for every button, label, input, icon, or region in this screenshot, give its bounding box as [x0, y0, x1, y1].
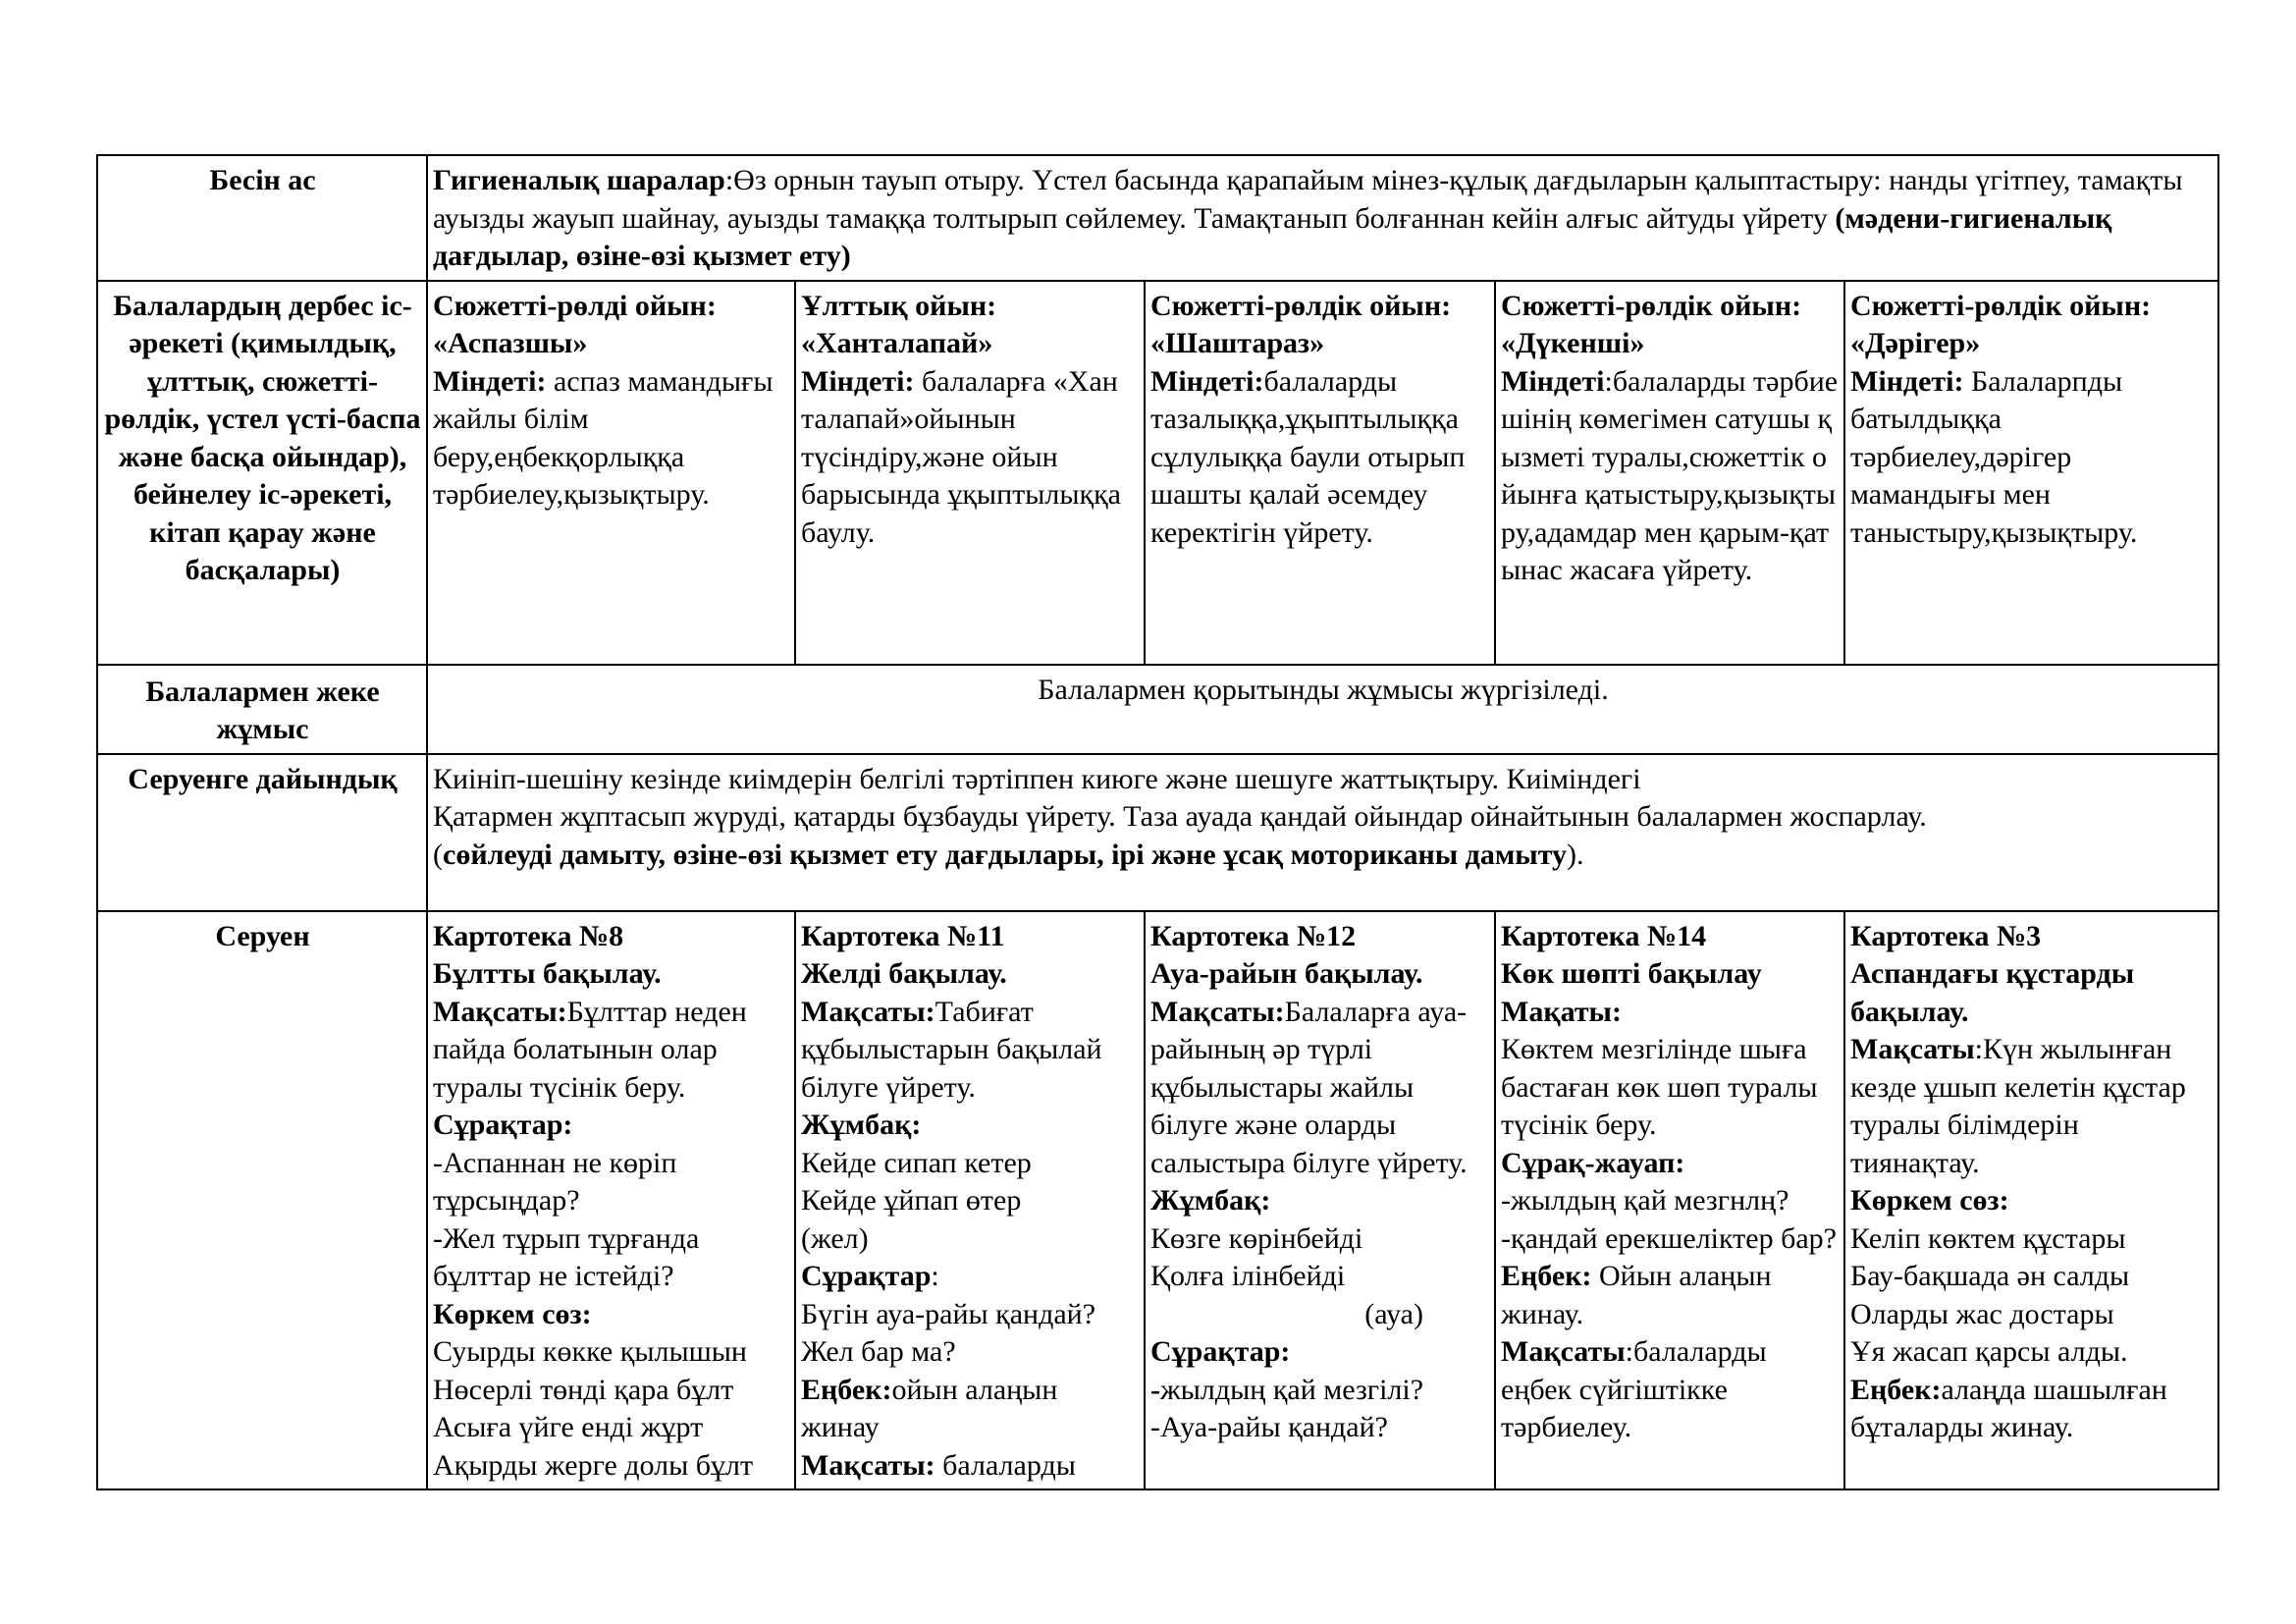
goal-label: Міндеті: [801, 364, 915, 398]
goal-label: Мақаты: [1501, 995, 1622, 1028]
dayyndyk-line-2: Қатармен жұптасып жүруді, қатарды бұзбауды үйрету. Таза ауада қандай ойындар ойнайтынын балалармен жоспарлау. [433, 800, 1927, 833]
goal-text: Балаларпды батылдыққа тәрбиелеу,дәрігер мамандығы мен таныстыру,қызықтыру. [1850, 364, 2138, 549]
game-type: Сюжетті-рөлдік ойын: [1150, 289, 1452, 322]
poem-label: Көркем сөз: [433, 1297, 592, 1330]
row-label-seruen: Серуен [97, 911, 427, 1490]
game-type: Сюжетті-рөлді ойын: [433, 289, 717, 322]
goal-label: Мақсаты: [1150, 995, 1285, 1028]
question: Бүгін ауа-райы қандай? [801, 1297, 1096, 1330]
questions-label: Сұрақтар [801, 1260, 932, 1292]
daily-plan-table [96, 154, 2219, 1490]
goal-label: Міндеті: [1150, 364, 1264, 398]
besin-as-title: Гигиеналық шаралар [433, 164, 725, 196]
poem-line: Ақырды жерге долы бұлт [433, 1448, 754, 1482]
card-topic: Бұлтты бақылау. [433, 957, 662, 990]
goal-text: Табиғат құбылыстарын бақылай білуге үйрету. [801, 995, 1102, 1104]
work-label: Еңбек: [801, 1373, 892, 1406]
poem-line: Нөсерлі төнді қара бұлт [433, 1373, 734, 1406]
qa-label: Сұрақ-жауап: [1501, 1146, 1685, 1179]
goal-label: Мақсаты [1850, 1033, 1975, 1065]
game-name: «Дәрігер» [1850, 327, 1981, 359]
poem-line: Асыға үйге енді жұрт [433, 1411, 704, 1443]
riddle-line: Кейде ұйпап өтер [801, 1184, 1022, 1217]
dayyndyk-line-1: Киініп-шешіну кезінде киімдерін белгілі тәртіппен киюге және шешуге жаттықтыру. Киіміндегі [433, 762, 1641, 795]
goal-text: балаларға «Хан талапай»ойынын түсіндіру,және ойын барысында ұқыптылыққа баулу. [801, 364, 1121, 549]
question: -Ауа-райы қандай? [1150, 1411, 1388, 1443]
poem-label: Көркем сөз: [1850, 1184, 2009, 1217]
riddle-label: Жұмбақ: [801, 1109, 922, 1141]
besin-as-text: :Өз орнын тауып отыру. Үстел басында қарапайым мінез-құлық дағдыларын қалыптастыру: нанды үгітпеу, тамақты ауызды жауып шайнау, ауызды тамаққа толтырып сөйлемеу. Тамақтанып болғаннан кейін алғыс айтуды үйрету [433, 164, 2183, 235]
derbes-cell-4 [1495, 281, 1844, 665]
card-number: Картотека №14 [1501, 919, 1707, 952]
question-dash: - [1150, 1373, 1160, 1406]
poem-line: Суырды көкке қылышын [433, 1335, 747, 1368]
derbes-cell-3 [1145, 281, 1495, 665]
goal-label: Мақсаты: [433, 995, 567, 1028]
game-name: «Ханталапай» [801, 327, 993, 359]
questions-label: Сұрақтар: [1150, 1335, 1291, 1368]
goal-text: Бұлттар неден пайда болатынын олар туралы түсінік беру. [433, 995, 747, 1104]
besin-as-note: (мәдени-гигиеналық дағдылар, өзіне-өзі қызмет ету) [433, 201, 2112, 272]
goal-text: Көктем мезгілінде шыға бастаған көк шөп туралы түсінік беру. [1501, 1033, 1818, 1141]
jeke-content: Балалармен қорытынды жұмысы жүргізіледі. [427, 665, 2218, 754]
game-name: «Аспазшы» [433, 327, 588, 359]
row-label-dayyndyk: Серуенге дайындық [97, 754, 427, 911]
poem-line: Ұя жасап қарсы алды. [1850, 1335, 2128, 1368]
question: -жылдың қай мезгнлң? [1501, 1184, 1789, 1217]
poem-line: Келіп көктем құстары [1850, 1221, 2126, 1255]
riddle-answer: (ауа) [1364, 1297, 1423, 1330]
seruen-cell-3 [1145, 911, 1495, 1490]
dayyndyk-skills: сөйлеуді дамыту, өзіне-өзі қызмет ету дағдылары, ірі және ұсақ моториканы дамыту [443, 838, 1568, 871]
goal-label: Мақсаты: [801, 995, 935, 1028]
derbes-cell-2 [795, 281, 1145, 665]
seruen-cell-4 [1495, 911, 1844, 1490]
question: Жел бар ма? [801, 1335, 956, 1368]
row-label-derbes: Балалардың дербес іс-әрекеті (қимылдық, ұлттық, сюжетті-рөлдік, үстел үсті-баспа және басқа ойындар), бейнелеу іс-әрекеті, кітап қарау және басқалары) [97, 281, 427, 665]
row-label-besin-as: Бесін ас [97, 155, 427, 281]
goal-text: :балаларды тәрбиешінің көмегімен сатушы қызметі туралы,сюжеттік ойынға қатыстыру,қызықтыру,адамдар мен қарым-қатынас жасаға үйрету. [1501, 364, 1839, 586]
riddle-label: Жұмбақ: [1150, 1184, 1271, 1217]
card-number: Картотека №11 [801, 919, 1005, 952]
dayyndyk-close: ). [1567, 838, 1584, 871]
goal-label: Мақсаты [1501, 1335, 1626, 1368]
row-dayyndyk [97, 754, 2218, 911]
seruen-cell-5 [1844, 911, 2218, 1490]
question: -Аспаннан не көріп тұрсыңдар? [433, 1146, 677, 1217]
goal-text: балаларды [934, 1448, 1076, 1482]
goal-text: балаларды тазалыққа,ұқыптылыққа сұлулыққа баули отырып шашты қалай әсемдеу керектігін үйрету. [1150, 364, 1466, 549]
besin-as-content [427, 155, 2218, 281]
row-derbes [97, 281, 2218, 665]
goal-text: :Күн жылынған кезде ұшып келетін құстар туралы білімдерін тиянақтау. [1850, 1033, 2186, 1179]
goal-text: :балаларды еңбек сүйгіштікке тәрбиелеу. [1501, 1335, 1767, 1443]
seruen-cell-2 [795, 911, 1145, 1490]
game-name: «Дүкенші» [1501, 327, 1645, 359]
goal-text: аспаз мамандығы жайлы білім беру,еңбекқорлыққа тәрбиелеу,қызықтыру. [433, 364, 774, 511]
goal-text: Балаларға ауа-райының әр түрлі құбылыстары жайлы білуге және оларды салыстыра білуге үйрету. [1150, 995, 1468, 1179]
work-text: алаңда шашылған бұталарды жинау. [1850, 1373, 2167, 1443]
poem-line: Оларды жас достары [1850, 1297, 2114, 1330]
game-type: Сюжетті-рөлдік ойын: [1501, 289, 1802, 322]
question: -Жел тұрып тұрғанда бұлттар не істейді? [433, 1221, 700, 1292]
row-jeke [97, 665, 2218, 754]
game-type: Ұлттық ойын: [801, 289, 997, 322]
riddle-line: Көзге көрінбейді [1150, 1221, 1363, 1255]
row-besin-as [97, 155, 2218, 281]
goal-label: Міндеті: [1850, 364, 1964, 398]
poem-line: Бау-бақшада ән салды [1850, 1260, 2130, 1292]
questions-colon: : [931, 1260, 939, 1292]
work-text: Ойын алаңын жинау. [1501, 1260, 1772, 1330]
work-label: Еңбек: [1501, 1260, 1592, 1292]
question: -қандай ерекшеліктер бар? [1501, 1221, 1837, 1255]
question: жылдың қай мезгілі? [1160, 1373, 1424, 1406]
card-topic: Ауа-райын бақылау. [1150, 957, 1423, 990]
goal-label: Мақсаты: [801, 1448, 935, 1482]
card-number: Картотека №8 [433, 919, 624, 952]
derbes-cell-5 [1844, 281, 2218, 665]
game-type: Сюжетті-рөлдік ойын: [1850, 289, 2152, 322]
riddle-line: Кейде сипап кетер [801, 1146, 1032, 1179]
card-topic: Желді бақылау. [801, 957, 1007, 990]
dayyndyk-open: ( [433, 838, 443, 871]
questions-label: Сұрақтар: [433, 1109, 573, 1141]
goal-label: Міндеті: [433, 364, 547, 398]
card-number: Картотека №3 [1850, 919, 2042, 952]
dayyndyk-content [427, 754, 2218, 911]
card-number: Картотека №12 [1150, 919, 1357, 952]
card-topic: Көк шөпті бақылау [1501, 957, 1762, 990]
riddle-line: Қолға ілінбейді [1150, 1260, 1346, 1292]
goal-label: Міндеті [1501, 364, 1605, 398]
work-text: ойын алаңын жинау [801, 1373, 1058, 1443]
work-label: Еңбек: [1850, 1373, 1942, 1406]
riddle-answer: (жел) [801, 1221, 869, 1255]
derbes-cell-1 [427, 281, 795, 665]
game-name: «Шаштараз» [1150, 327, 1325, 359]
seruen-cell-1 [427, 911, 795, 1490]
row-label-jeke: Балалармен жеке жұмыс [97, 665, 427, 754]
row-seruen [97, 911, 2218, 1490]
card-topic: Аспандағы құстарды бақылау. [1850, 957, 2135, 1028]
